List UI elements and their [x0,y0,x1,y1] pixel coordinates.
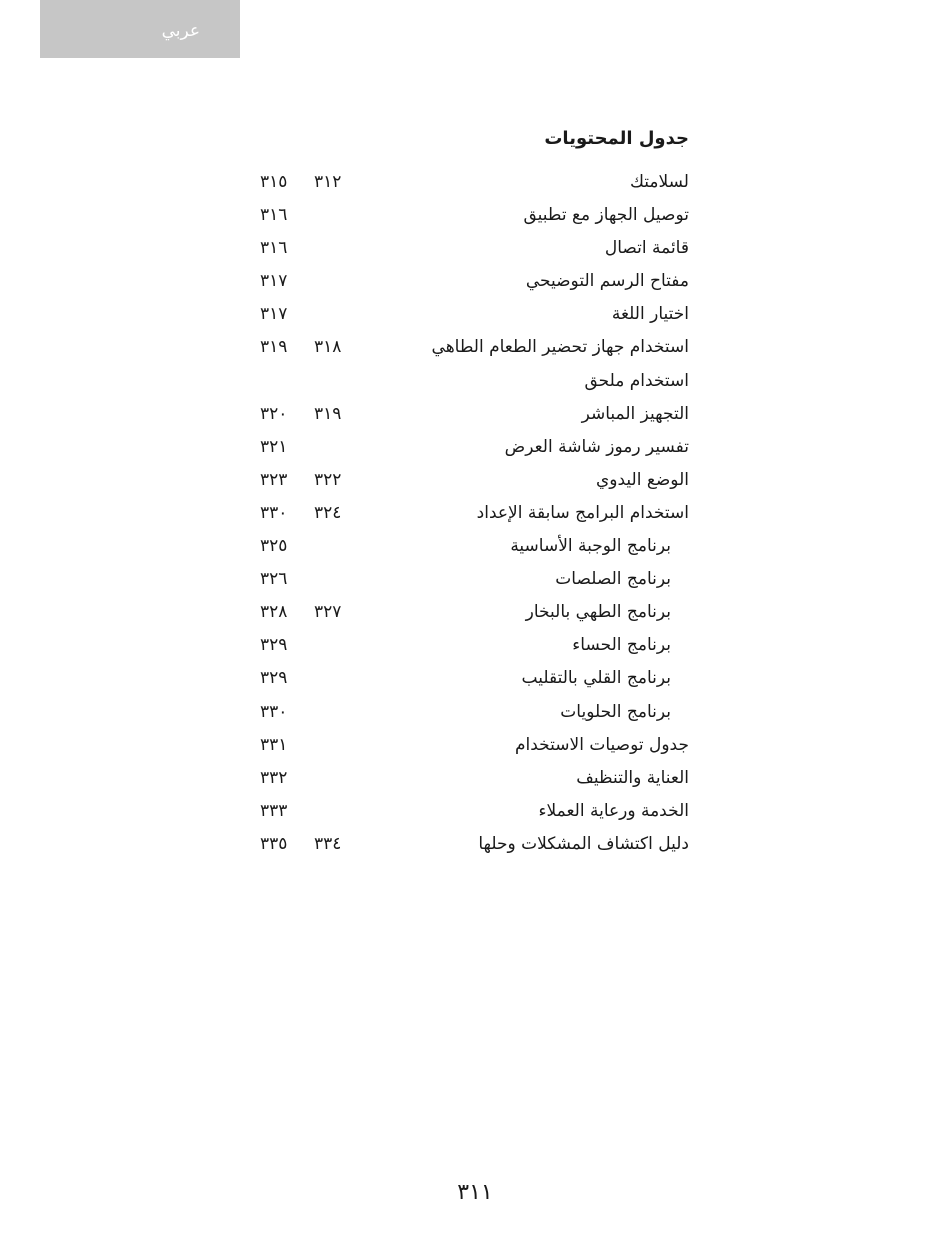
toc-entry-page-end: ٣١٦ [260,205,288,226]
toc-entry-page-end: ٣٢٩ [260,668,288,689]
toc-entry-page-start: ٣٣٤ [314,833,342,854]
toc-entry-label: توصيل الجهاز مع تطبيق [523,205,689,226]
toc-entry-page-end: ٣٢٨ [260,602,288,623]
toc-entry-label: استخدام جهاز تحضير الطعام الطاهي [431,337,689,358]
toc-entry[interactable] [0,499,950,532]
toc-entry-page-end: ٣٢٩ [260,635,288,656]
toc-entry[interactable] [0,234,950,267]
toc-entry[interactable] [0,433,950,466]
toc-entry-label: استخدام البرامج سابقة الإعداد [476,502,689,523]
toc-entry-label: برنامج الصلصات [555,569,671,590]
toc-entry-page-start: ٣١٨ [314,337,342,358]
toc-entry[interactable] [0,764,950,797]
toc-title: جدول المحتويات [544,128,689,149]
toc-entry[interactable] [0,731,950,764]
toc-entry[interactable] [0,267,950,300]
toc-entry-label: جدول توصيات الاستخدام [514,734,689,755]
toc-entry-page-start: ٣١٩ [314,403,342,424]
toc-entry-label: التجهيز المباشر [581,403,689,424]
toc-entry[interactable] [0,300,950,333]
toc-entry-label: استخدام ملحق [584,370,689,391]
toc-entry[interactable] [0,168,950,201]
toc-entry-label: قائمة اتصال [604,238,689,259]
toc-entry[interactable] [0,466,950,499]
toc-entry[interactable] [0,797,950,830]
toc-entry-page-end: ٣٣٣ [260,800,288,821]
toc-entry[interactable] [0,565,950,598]
toc-list [0,168,950,863]
toc-entry[interactable] [0,532,950,565]
toc-entry-page-end: ٣٣٠ [260,701,288,722]
toc-entry-page-end: ٣٣٠ [260,502,288,523]
toc-entry-label: برنامج الحلويات [560,701,671,722]
toc-entry-page-start: ٣٢٧ [314,602,342,623]
toc-entry-label: برنامج الوجبة الأساسية [510,536,671,557]
toc-entry[interactable] [0,830,950,863]
toc-entry-label: تفسير رموز شاشة العرض [504,436,689,457]
toc-entry-page-end: ٣٣١ [260,734,288,755]
toc-entry-label: العناية والتنظيف [576,767,689,788]
toc-entry-label: دليل اكتشاف المشكلات وحلها [478,833,689,854]
toc-entry-page-end: ٣١٧ [260,304,288,325]
toc-entry[interactable] [0,598,950,631]
toc-entry[interactable] [0,400,950,433]
toc-entry-label: الخدمة ورعاية العملاء [538,800,689,821]
toc-entry-page-start: ٣٢٤ [314,502,342,523]
toc-entry[interactable] [0,698,950,731]
toc-entry-label: برنامج الطهي بالبخار [525,602,671,623]
toc-entry-page-end: ٣١٦ [260,238,288,259]
toc-entry-page-start: ٣١٢ [314,172,342,192]
toc-entry[interactable] [0,664,950,697]
toc-entry-page-start: ٣٢٢ [314,469,342,490]
toc-entry-page-end: ٣٢٠ [260,403,288,424]
toc-entry-label: الوضع اليدوي [595,469,689,490]
toc-entry-label: اختيار اللغة [611,304,689,325]
toc-entry[interactable] [0,367,950,400]
toc-entry-page-end: ٣٢١ [260,436,288,457]
toc-entry-label: برنامج الحساء [572,635,671,656]
toc-entry-page-end: ٣١٧ [260,271,288,292]
toc-entry-label: برنامج القلي بالتقليب [521,668,671,689]
language-tab[interactable]: عربي [40,0,240,58]
toc-entry[interactable] [0,201,950,234]
toc-entry-page-end: ٣١٩ [260,337,288,358]
toc-entry-page-end: ٣١٥ [260,172,288,192]
toc-entry-label: لسلامتك [629,172,689,192]
toc-entry-page-end: ٣٢٦ [260,569,288,590]
page-number: ٣١١ [457,1180,493,1205]
toc-entry-page-end: ٣٢٣ [260,469,288,490]
toc-entry[interactable] [0,631,950,664]
toc-entry[interactable] [0,333,950,366]
toc-entry-page-end: ٣٢٥ [260,536,288,557]
toc-entry-page-end: ٣٣٥ [260,833,288,854]
toc-entry-page-end: ٣٣٢ [260,767,288,788]
toc-entry-label: مفتاح الرسم التوضيحي [525,271,689,292]
